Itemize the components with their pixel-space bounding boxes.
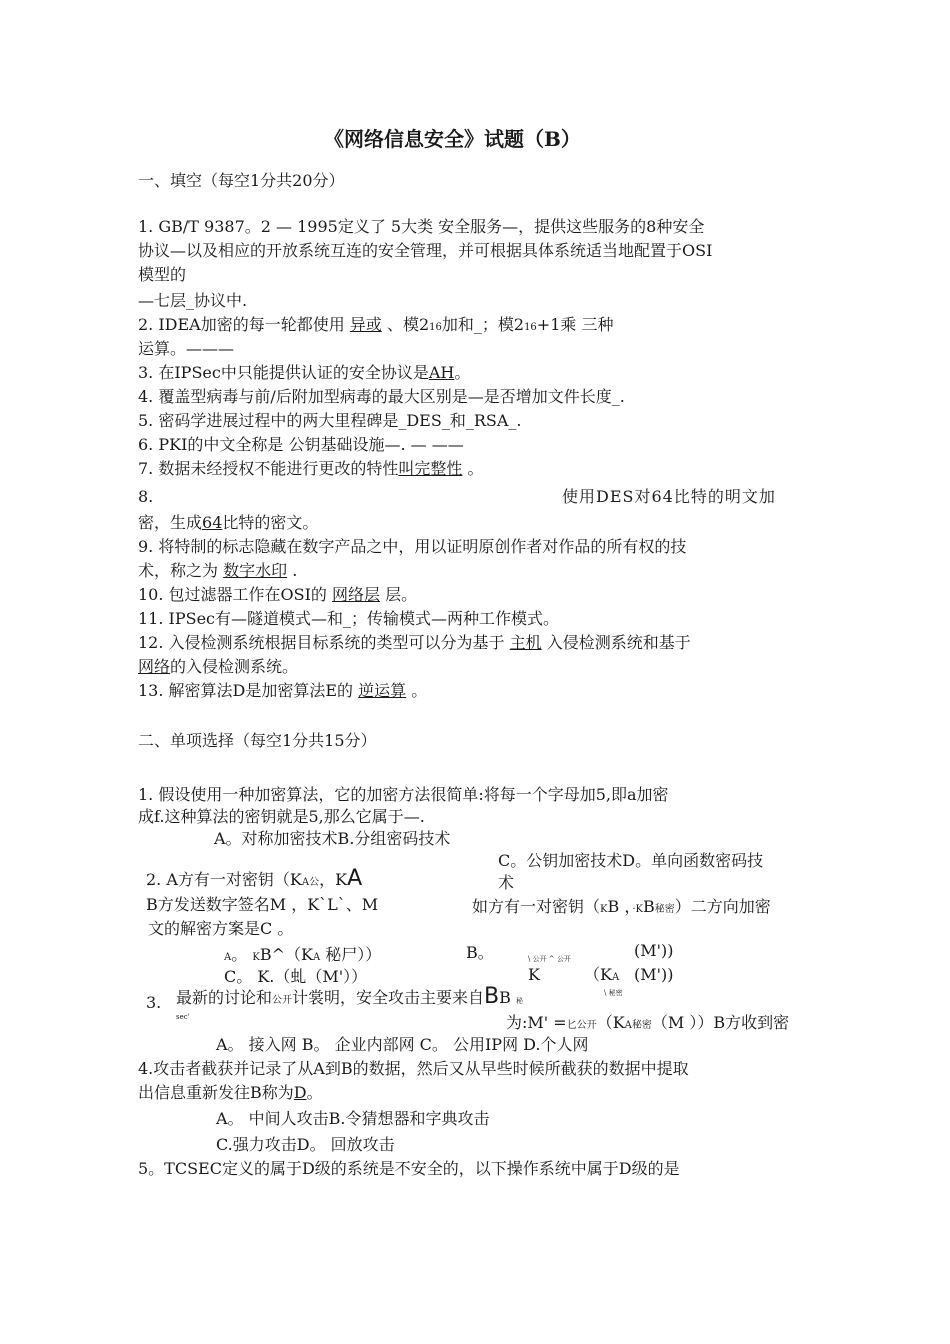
s1-q8-right: 使用DES对64比特的明文加 xyxy=(562,487,776,506)
s2-q4-opt1: A。 中间人攻击B.令猜想器和字典攻击 xyxy=(216,1109,490,1128)
s1-q1-line4: —七层_协议中. xyxy=(138,291,248,310)
s2-q3-sm: 秘 xyxy=(515,997,523,1005)
s2-q1-opt-cd1: C。公钥加密技术D。单向函数密码技 xyxy=(498,851,764,870)
s2-q2-r1f: B xyxy=(643,897,655,916)
s1-q2-g: +1乘 三种 xyxy=(536,315,614,334)
s2-q2-l1big: A xyxy=(347,866,363,891)
s2-q3-big: B xyxy=(484,984,500,1009)
s2-q1-opt-ab: A。对称加密技术B.分组密码技术 xyxy=(214,829,451,848)
s2-q2-optB: B。 xyxy=(466,943,494,962)
s1-q13-c: 。 xyxy=(406,681,428,700)
s1-q3-c: 。 xyxy=(454,363,471,382)
s1-q2-c: 、模2 xyxy=(386,315,430,334)
s1-q3 xyxy=(138,362,470,384)
s2-q3-b: 计裳明，安全攻击主要来自 xyxy=(292,988,485,1007)
s1-q9-line1: 9. 将特制的标志隐藏在数字产品之中，用以证明原创作者对作品的所有权的技 xyxy=(138,537,687,556)
exam-title: 《网络信息安全》试题（B） xyxy=(324,127,581,151)
s2-q2-rs1: \ 公开 ^ 公开 xyxy=(528,955,571,963)
s1-q3-a: 3. 在IPSec中只能提供认证的安全协议是 xyxy=(138,363,429,382)
s2-q3-r2: = xyxy=(553,1013,567,1032)
s2-q2-l1sub: A公 xyxy=(301,877,320,888)
s1-q8-line2 xyxy=(138,512,318,534)
s2-q3-c: B xyxy=(499,988,511,1007)
s2-q1-line1: 1. 假设使用一种加密算法，它的加密方法很简单:将每一个字母加5,即a加密 xyxy=(138,785,669,804)
s2-q4-line1: 4.攻击者截获并记录了从A到B的数据，然后又从早些时候所截获的数据中提取 xyxy=(138,1059,689,1078)
s2-q3-sub: 公开 xyxy=(272,995,293,1006)
s2-q3-r6: （M ））B方收到密 xyxy=(651,1013,790,1032)
s1-q4: 4. 覆盖型病毒与前/后附加型病毒的最大区别是—是否增加文件长度_. xyxy=(138,387,625,406)
s1-q2-line1 xyxy=(138,314,613,339)
s2-q2-rk3: A xyxy=(611,972,620,983)
s1-q1-line1: 1. GB/T 9387。2 — 1995定义了 5大类 安全服务—，提供这些服务的8种安全 xyxy=(138,217,705,236)
s1-q10 xyxy=(138,584,417,606)
s1-q2-answer-xor: 异或 xyxy=(349,315,382,334)
s1-q12-line1 xyxy=(138,632,691,654)
s2-q2-line1-right xyxy=(472,896,771,921)
s2-q2-r1a: 如方有一对密钥（ xyxy=(472,897,601,916)
s1-q9-a: 术，称之为 xyxy=(138,561,219,580)
s2-q2-rk: K xyxy=(528,965,540,984)
s2-q3-r5: A秘密 xyxy=(624,1020,652,1031)
s2-q2-r1h: ）二方向加密 xyxy=(674,897,771,916)
s1-q13-a: 13. 解密算法D是加密算法E的 xyxy=(138,681,354,700)
s2-q2-rs2: (M')) xyxy=(634,941,674,960)
s2-q4-c: 。 xyxy=(306,1083,323,1102)
s1-q1-line2: 协议—以及相应的开放系统互连的安全管理，并可根据具体系统适当地配置于OSI xyxy=(138,241,713,260)
s2-q3-r4: （K xyxy=(596,1013,625,1032)
s1-q9-line2 xyxy=(138,560,297,582)
s2-q2-optA5: A xyxy=(312,952,321,963)
s2-q4-opt2: C.强力攻击D。 回放攻击 xyxy=(216,1135,395,1154)
s1-q2-d: 16 xyxy=(429,322,442,333)
s1-q10-answer: 网络层 xyxy=(332,585,381,604)
s2-q1-line2: 成f.这种算法的密钥就是5,那么它属于—. xyxy=(138,807,425,826)
s2-q3-num: 3. xyxy=(146,993,162,1012)
s1-q10-c: 层。 xyxy=(380,585,418,604)
s1-q2-f: 16 xyxy=(524,322,537,333)
s1-q7 xyxy=(138,458,483,480)
s2-q3-r3: 匕公开 xyxy=(566,1020,597,1031)
s1-q2-a: 2. IDEA加密的每一轮都使用 xyxy=(138,315,345,334)
s1-q8-b1: 密，生成 xyxy=(138,513,203,532)
s1-q9-c: . xyxy=(287,561,298,580)
s1-q12-c: 入侵检测系统和基于 xyxy=(541,633,691,652)
s1-q2-line2: 运算。——— xyxy=(138,339,235,358)
s1-q13-answer: 逆运算 xyxy=(358,681,407,700)
s1-q13 xyxy=(138,680,427,702)
s1-q12-e: 的入侵检测系统。 xyxy=(170,657,299,676)
s1-q8-answer: 64 xyxy=(202,513,223,532)
s1-q7-a: 7. 数据未经授权不能进行更改的特性 xyxy=(138,459,399,478)
s2-q2-rk2a: （K xyxy=(584,965,612,984)
s1-q7-answer: 叫完整性 xyxy=(398,459,463,478)
s2-q2-rs3: \ 秘密 xyxy=(604,989,623,997)
s2-q2-l1a: 2. A方有一对密钥（K xyxy=(146,870,302,889)
section1-heading: 一、填空（每空1分共20分） xyxy=(138,171,345,190)
s2-q2-line1-left xyxy=(146,868,362,894)
s1-q5: 5. 密码学进展过程中的两大里程碑是_DES_和_RSA_. xyxy=(138,411,522,430)
section2-heading: 二、单项选择（每空1分共15分） xyxy=(138,731,377,750)
s2-q3-line1 xyxy=(176,986,523,1012)
s1-q10-a: 10. 包过滤器工作在OSI的 xyxy=(138,585,327,604)
s1-q8-num: 8. xyxy=(138,487,154,506)
s2-q2-optC: C。 K.（虬（M'）） xyxy=(224,967,368,986)
s2-q3-a: 最新的讨论和 xyxy=(176,988,273,1007)
s1-q9-answer: 数字水印 xyxy=(223,561,288,580)
s1-q6: 6. PKI的中文全称是 公钥基础设施—. — —— xyxy=(138,435,464,454)
s2-q2-optA3: K xyxy=(252,952,260,963)
s2-q2-optA2: 。 xyxy=(231,945,248,964)
s1-q11: 11. IPSec有—隧道模式—和_；传输模式—两种工作模式。 xyxy=(138,609,560,628)
s2-q2-rk4: (M')) xyxy=(634,965,674,984)
s2-q5: 5。TCSEC定义的属于D级的系统是不安全的，以下操作系统中属于D级的是 xyxy=(138,1159,680,1178)
s1-q3-answer: AH xyxy=(428,363,455,382)
s2-q1-opt-cd2: 术 xyxy=(498,873,515,892)
s1-q12-answer-net: 网络 xyxy=(138,657,171,676)
s2-q2-r1b: K xyxy=(600,904,608,915)
s2-q2-r1c: B xyxy=(607,897,620,916)
s2-q2-l1b: ，K xyxy=(319,870,348,889)
s2-q4-a: 出信息重新发往B称为 xyxy=(138,1083,294,1102)
s2-q2-line3: 文的解密方案是C 。 xyxy=(148,919,294,938)
s2-q2-r1d: ， xyxy=(619,897,633,916)
s1-q12-line2 xyxy=(138,656,298,678)
s1-q12-answer-host: 主机 xyxy=(509,633,542,652)
s2-q2-optA1: A xyxy=(224,952,232,963)
s2-q3-r1: 为:M' xyxy=(506,1013,549,1032)
s2-q3-tiny: sec' xyxy=(176,1013,190,1021)
s2-q3-opts: A。 接入网 B。 企业内部网 C。 公用IP网 D.个人网 xyxy=(216,1035,589,1054)
s1-q8-b3: 比特的密文。 xyxy=(222,513,319,532)
s1-q2-e: 加和_；模2 xyxy=(441,315,525,334)
s2-q4-answer: D xyxy=(293,1083,307,1102)
s2-q2-r1e: ·K xyxy=(632,904,644,915)
s2-q2-r1g: 秘密 xyxy=(654,904,675,915)
s2-q4-line2 xyxy=(138,1082,323,1104)
s1-q1-line3: 模型的 xyxy=(138,265,187,284)
s2-q2-line2-left: B方发送数字签名M ，K`L`、M xyxy=(146,895,379,914)
s1-q12-a: 12. 入侵检测系统根据目标系统的类型可以分为基于 xyxy=(138,633,505,652)
s1-q7-c: 。 xyxy=(462,459,484,478)
s2-q2-optA4: B^（K xyxy=(259,945,313,964)
s2-q2-optA6: 秘尸）） xyxy=(320,945,382,964)
